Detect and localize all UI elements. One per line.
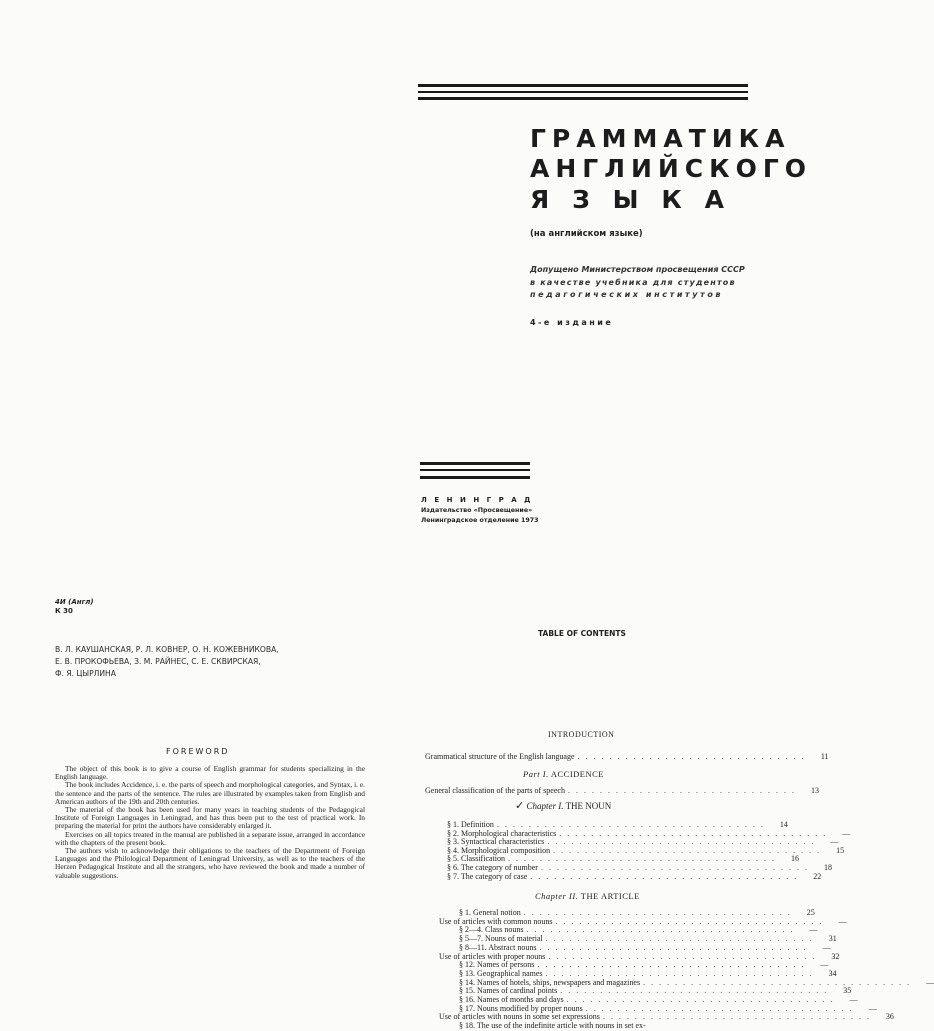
foreword-paragraph: The book includes Accidence, i. e. the parts of speech and morphological categories, and Syntax, i. e. the sentence and the parts of the sentence. The rules are illustrated by examples taken from English and American authors of the 19th and 20th centuries. (55, 780, 365, 806)
toc-leader: . . . . . . . . . . . . . . . . . . . . . . . . . . . . . . . . . . (602, 1012, 871, 1022)
toc-entry-page: — (809, 925, 818, 935)
book-title-line-1: ГРАММАТИКА (530, 124, 791, 153)
toc-entry-title: § 17. Nouns modified by proper nouns (459, 1003, 583, 1013)
toc-leader: . . . . . . . . . . . . . . . . . . . . . . . . . . . . . . . . . . (539, 942, 808, 952)
toc-entry-page: 13 (810, 786, 819, 795)
toc-chapter-heading (535, 891, 640, 901)
toc-entry-title: Use of articles with common nouns (439, 916, 553, 926)
toc-leader: . . . . . . . . . . . . . . . . . . . . . . . . . . . . . . . . . . (548, 951, 817, 961)
toc-leader: . . . . . . . . . . . . . . . . . . . . . . . . . . . . . . . . . . (560, 986, 829, 996)
foreword-paragraph: Exercises on all topics treated in the manual are published in a separate issue, arranged in accordance with the chapters of the present book. (55, 829, 365, 847)
toc-leader: . . . . . . . . . . . . . . . . . . . . . . . . . . . . . . . . . . (547, 837, 816, 847)
catalog-code-2: К 30 (55, 607, 73, 615)
toc-entry-title: § 1. Definition (447, 820, 494, 829)
toc-heading: TABLE OF CONTENTS (538, 629, 626, 638)
toc-leader: . . . . . . . . . . . . . . . . . . . . . . . . . . . . . . . . . . (585, 1003, 854, 1013)
toc-entry[interactable] (459, 1021, 737, 1031)
chapter-name: THE ARTICLE (580, 891, 640, 901)
chapter-label: Chapter I. (526, 801, 564, 811)
foreword-paragraph: The authors wish to acknowledge their obligations to the teachers of the Department of Foreign Languages and the Philological Department of Leningrad University, as well as to the teachers of the Herzen Pedagogical Institute and all the strangers, who have reviewed the book and made a number of valuable suggestions. (55, 846, 365, 880)
foreword-paragraph: The object of this book is to give a course of English grammar for students specializing in the English language. (55, 764, 365, 782)
toc-entry[interactable] (447, 871, 822, 882)
chapter-name: THE NOUN (565, 801, 612, 811)
toc-entry-title: § 2. Morphological characteristics (447, 828, 557, 838)
toc-entry-page: 36 (885, 1012, 894, 1022)
toc-entry-title: § 15. Names of cardinal points (459, 986, 558, 996)
toc-entry-page: 18 (823, 863, 832, 872)
author-list (55, 644, 279, 680)
foreword-heading: FOREWORD (166, 747, 230, 756)
toc-entry-page: — (868, 1003, 877, 1013)
toc-leader: . . . . . . . . . . . . . . . . . . . . . . . . . . . . . . . . . . (559, 828, 828, 838)
book-subtitle: (на английском языке) (530, 229, 643, 239)
toc-entry-page: 35 (843, 986, 852, 996)
toc-entry-page: 34 (828, 968, 837, 978)
toc-entry-page: 25 (806, 908, 815, 917)
toc-leader: . . . . . . . . . . . . . . . . . . . . . . . . . . . . . . . . . . (553, 845, 822, 855)
title-letter: К (661, 185, 682, 214)
toc-entry[interactable] (425, 752, 829, 762)
author-line: Е. В. ПРОКОФЬЕВА, З. М. РАЙНЕС, С. Е. СКВИРСКАЯ, (55, 657, 261, 666)
toc-leader: . . . . . . . . . . . . . . . . . . . . . . . . . . . . . . . . . . (508, 854, 776, 864)
foreword-body (55, 765, 365, 880)
toc-entry-page: — (822, 942, 831, 952)
part-name: ACCIDENCE (550, 769, 604, 779)
author-line: Ф. Я. ЦЫРЛИНА (55, 669, 116, 678)
catalog-code-1: 4И (Англ) (55, 598, 94, 606)
toc-entry-title: Use of articles with proper nouns (439, 951, 546, 961)
toc-leader: . . . . . . . . . . . . . . . . . . . . . . . . . . . . . . . . . . (643, 977, 912, 987)
publisher-department: Ленинградское отделение 1973 (421, 517, 539, 524)
catalog-codes (55, 598, 94, 616)
toc-entry-title: § 8—11. Abstract nouns (459, 942, 537, 952)
toc-entry-page: 16 (791, 854, 799, 864)
toc-entry-title: § 14. Names of hotels, ships, newspapers and magazines (459, 977, 641, 987)
toc-leader: . . . . . . . . . . . . . . . . . . . . . . . . . . . . . . . . . . (537, 960, 806, 970)
edition-label: 4-е издание (530, 318, 614, 327)
toc-entry-page: — (830, 837, 839, 847)
toc-entry-page: 31 (828, 934, 837, 944)
toc-entry-title: § 13. Geographical names (459, 968, 543, 978)
toc-entry-title: § 12. Names of persons (459, 960, 535, 970)
toc-entry-title: General classification of the parts of speech (425, 786, 565, 795)
toc-leader: . . . . . . . . . . . . . . . . . . . . . . . . . . . . . . . . . . (545, 968, 814, 978)
toc-entry-page: 14 (779, 820, 788, 829)
approval-line: в качестве учебника для студентов (530, 277, 736, 287)
title-letter: З (572, 185, 590, 214)
toc-entry-title: § 3. Syntactical characteristics (447, 837, 545, 847)
toc-leader: . . . . . . . . . . . . . . . . . . . . . . . . . . . . . . . . . . (555, 916, 824, 926)
toc-entry-title: § 7. The category of case (447, 871, 528, 881)
toc-entry[interactable] (425, 786, 819, 796)
toc-entry-page: — (926, 977, 934, 987)
toc-entry-title: Grammatical structure of the English language (425, 752, 575, 761)
toc-entry-page: — (838, 916, 847, 926)
toc-entry-title: § 18. The use of the indefinite article with nouns in set ex- (459, 1021, 646, 1031)
title-letter: А (704, 185, 724, 214)
chapter-label: Chapter II. (535, 891, 579, 901)
toc-entry-title: § 2—4. Class nouns (459, 925, 524, 935)
toc-entry-page: — (842, 828, 851, 838)
book-title-line-2: АНГЛИЙСКОГО (530, 154, 813, 183)
toc-entry-page: — (849, 995, 858, 1004)
toc-entry-title: § 4. Morphological composition (447, 845, 551, 855)
toc-leader: . . . . . . . . . . . . . . . . . . . . . . . . . . . . . . . . . . (540, 863, 809, 872)
toc-entry-title: § 16. Names of months and days (459, 995, 564, 1004)
toc-chapter-heading (515, 799, 611, 812)
toc-part-heading (523, 769, 604, 779)
check-mark-icon: ✓ (515, 799, 525, 812)
title-letter: Я (530, 185, 550, 214)
toc-leader: . . . . . . . . . . . . . . . . . . . . . . . . . . . . . . . . . . (566, 995, 835, 1004)
author-line: В. Л. КАУШАНСКАЯ, Р. Л. КОВНЕР, О. Н. КОЖЕВНИКОВА, (55, 645, 279, 654)
toc-entry-page: 22 (813, 871, 822, 881)
toc-entry-title: Use of articles with nouns in some set expressions (439, 1012, 600, 1022)
toc-leader: . . . . . . . . . . . . . . . . . . . . . . . . . . . . . . . . . . (523, 908, 792, 917)
toc-leader: . . . . . . . . . . . . . . . . . . . . . . . . . . . . . . . . . . (545, 934, 814, 944)
toc-introduction: INTRODUCTION (548, 730, 615, 739)
publisher-city: ЛЕНИНГРАД (421, 496, 538, 504)
title-letter: Ы (612, 185, 639, 214)
toc-entry-page: 15 (836, 845, 845, 855)
toc-leader: . . . . . . . . . . . . . . . . . . . . . . . . . . . . . . . . . . (526, 925, 795, 935)
toc-entry-title: § 6. The category of number (447, 863, 538, 872)
toc-leader: . . . . . . . . . . . . . . . . . . . . . . . . . . . . . . . . . . (530, 871, 799, 881)
toc-entry-title: § 5. Classification (447, 854, 505, 864)
approval-line: Допущено Министерством просвещения СССР (530, 265, 745, 274)
toc-leader: . . . . . . . . . . . . . . . . . . . . . . . . . . . . . (567, 786, 796, 795)
toc-list (425, 0, 934, 1031)
toc-entry-title: § 5—7. Nouns of material (459, 934, 543, 944)
toc-leader: . . . . . . . . . . . . . . . . . . . . . . . . . . . . . . . . . . (496, 820, 765, 829)
toc-entry-page: 32 (831, 951, 840, 961)
foreword-paragraph: The material of the book has been used for many years in teaching students of the Pedagogical Institute of Foreign Languages in Leningrad, and has thus been put to the test of practical work. In preparing the material for print the authors have considerably enlarged it. (55, 805, 365, 831)
toc-entry-page: — (820, 960, 829, 970)
toc-leader: . . . . . . . . . . . . . . . . . . . . . . . . . . . . . (577, 752, 806, 761)
toc-entry-title: § 1. General notion (459, 908, 521, 917)
toc-entry-page: 11 (820, 752, 829, 761)
part-label: Part I. (523, 769, 549, 779)
approval-line: педагогических институтов (530, 290, 724, 299)
publisher-name: Издательство «Просвещение» (421, 507, 533, 514)
